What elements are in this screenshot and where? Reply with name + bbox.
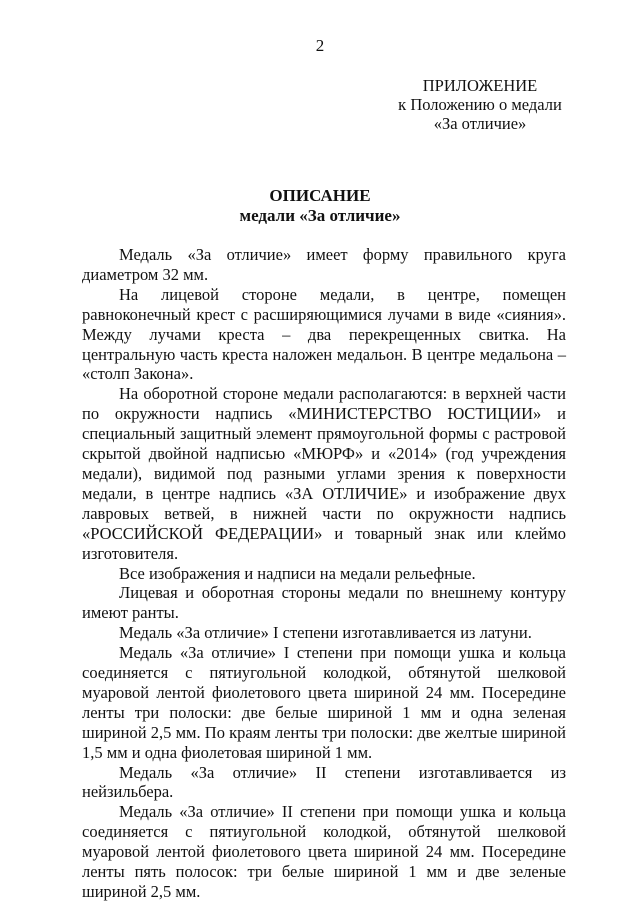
paragraph-degree2-ribbon: Медаль «За отличие» II степени при помощи ушка и кольца соединяется с пятиугольной колодкой, обтянутой шелковой муаровой лентой фиолетового цвета шириной 24 мм. Посередине ленты пять полосок: три белые шириной 1 мм и две зеленые шириной 2,5 мм. xyxy=(82,802,566,901)
document-body xyxy=(82,245,566,902)
paragraph-obverse: На лицевой стороне медали, в центре, помещен равноконечный крест с расширяющимися лучами в виде «сияния». Между лучами креста – два перекрещенных свитка. На центральную часть креста наложен медальон. В центре медальона – «столп Закона». xyxy=(82,284,566,384)
page-number: 2 xyxy=(315,36,325,55)
paragraph-degree2-material: Медаль «За отличие» II степени изготавливается из нейзильбера. xyxy=(82,762,566,802)
appendix-medal-name: «За отличие» xyxy=(433,114,527,133)
title-main: ОПИСАНИЕ xyxy=(269,186,371,205)
appendix-header xyxy=(380,76,580,133)
appendix-reference: к Положению о медали xyxy=(398,95,562,114)
appendix-label: ПРИЛОЖЕНИЕ xyxy=(422,76,538,95)
paragraph-rims: Лицевая и оборотная стороны медали по внешнему контуру имеют ранты. xyxy=(82,583,566,623)
title-sub: медали «За отличие» xyxy=(239,206,401,225)
paragraph-degree1-ribbon: Медаль «За отличие» I степени при помощи ушка и кольца соединяется с пятиугольной колодкой, обтянутой шелковой муаровой лентой фиолетового цвета шириной 24 мм. Посередине ленты три полоски: две белые шириной 1 мм и одна зеленая шириной 2,5 мм. По краям ленты три полоски: две желтые шириной 1,5 мм и одна фиолетовая шириной 1 мм. xyxy=(82,643,566,762)
paragraph-degree1-material: Медаль «За отличие» I степени изготавливается из латуни. xyxy=(119,623,532,643)
document-title xyxy=(0,186,640,226)
paragraph-shape: Медаль «За отличие» имеет форму правильного круга диаметром 32 мм. xyxy=(82,245,566,284)
paragraph-reverse: На оборотной стороне медали располагаются: в верхней части по окружности надпись «МИНИСТЕРСТВО ЮСТИЦИИ» и специальный защитный элемент прямоугольной формы с растровой скрытой двойной надписью «МЮРФ» и «2014» (год учреждения медали), видимой под разными углами зрения к поверхности медали, в центре надпись «ЗА ОТЛИЧИЕ» и изображение двух лавровых ветвей, в нижней части по окружности надпись «РОССИЙСКОЙ ФЕДЕРАЦИИ» и товарный знак или клеймо изготовителя. xyxy=(82,384,566,563)
paragraph-relief: Все изображения и надписи на медали рельефные. xyxy=(119,563,476,583)
